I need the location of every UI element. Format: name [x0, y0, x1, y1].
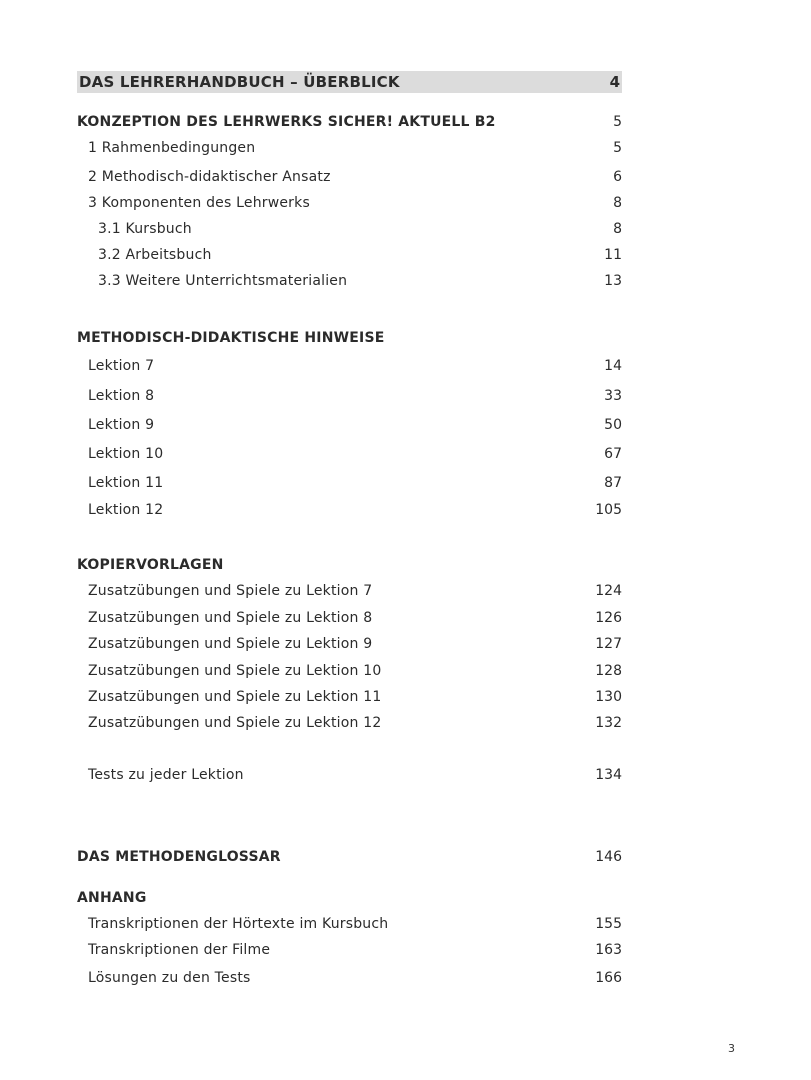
item-page: 127 [595, 636, 622, 652]
section-page: 146 [595, 849, 622, 865]
item-page: 13 [604, 273, 622, 289]
toc-item[interactable] [77, 764, 622, 786]
item-page: 128 [595, 663, 622, 679]
toc-item[interactable] [77, 633, 622, 655]
item-page: 134 [595, 767, 622, 783]
toc-heading-kopiervorlagen[interactable] [77, 554, 622, 576]
item-title: 3.3 Weitere Unterrichtsmaterialien [98, 273, 348, 289]
item-title: Lektion 9 [88, 417, 155, 433]
section-title: ANHANG [77, 890, 147, 906]
item-title: Zusatzübungen und Spiele zu Lektion 12 [88, 715, 382, 731]
toc-item[interactable] [77, 472, 622, 494]
item-page: 67 [604, 446, 622, 462]
item-title: Lektion 7 [88, 358, 155, 374]
item-page: 124 [595, 583, 622, 599]
toc-item[interactable] [77, 355, 622, 377]
toc-overview-page: 4 [609, 73, 620, 91]
item-page: 8 [613, 221, 622, 237]
toc-item[interactable] [77, 607, 622, 629]
item-title: Zusatzübungen und Spiele zu Lektion 8 [88, 610, 373, 626]
item-title: Transkriptionen der Filme [88, 942, 271, 958]
section-title: METHODISCH-DIDAKTISCHE HINWEISE [77, 330, 385, 346]
item-page: 33 [604, 388, 622, 404]
item-page: 126 [595, 610, 622, 626]
item-title: 1 Rahmenbedingungen [88, 140, 256, 156]
toc-overview-title: DAS LEHRERHANDBUCH – ÜBERBLICK [79, 73, 400, 91]
item-page: 130 [595, 689, 622, 705]
toc-heading-anhang[interactable] [77, 887, 622, 909]
item-page: 166 [595, 970, 622, 986]
item-title: Zusatzübungen und Spiele zu Lektion 10 [88, 663, 382, 679]
toc-heading-konzeption[interactable] [77, 111, 622, 133]
item-title: Lektion 12 [88, 502, 164, 518]
item-title: Lösungen zu den Tests [88, 970, 251, 986]
toc-item[interactable] [77, 443, 622, 465]
item-title: Transkriptionen der Hörtexte im Kursbuch [88, 916, 389, 932]
item-page: 105 [595, 502, 622, 518]
toc-overview-banner[interactable] [77, 71, 622, 93]
item-page: 8 [613, 195, 622, 211]
item-title: Zusatzübungen und Spiele zu Lektion 7 [88, 583, 373, 599]
item-page: 6 [613, 169, 622, 185]
toc-item[interactable] [77, 712, 622, 734]
item-title: Lektion 8 [88, 388, 155, 404]
item-page: 14 [604, 358, 622, 374]
item-page: 155 [595, 916, 622, 932]
toc-item[interactable] [77, 192, 622, 214]
toc-item[interactable] [77, 414, 622, 436]
toc-item[interactable] [77, 137, 622, 159]
item-page: 163 [595, 942, 622, 958]
toc-item[interactable] [77, 385, 622, 407]
section-title: KOPIERVORLAGEN [77, 557, 224, 573]
toc-item[interactable] [77, 218, 622, 240]
toc-item[interactable] [77, 244, 622, 266]
toc-item[interactable] [77, 499, 622, 521]
item-page: 50 [604, 417, 622, 433]
item-title: Lektion 11 [88, 475, 164, 491]
item-title: Zusatzübungen und Spiele zu Lektion 9 [88, 636, 373, 652]
toc-item[interactable] [77, 939, 622, 961]
item-page: 5 [613, 140, 622, 156]
section-title: DAS METHODENGLOSSAR [77, 849, 281, 865]
toc-item[interactable] [77, 967, 622, 989]
item-page: 11 [604, 247, 622, 263]
toc-item[interactable] [77, 580, 622, 602]
item-title: Lektion 10 [88, 446, 164, 462]
section-title: KONZEPTION DES LEHRWERKS SICHER! AKTUELL B2 [77, 114, 496, 130]
toc-item[interactable] [77, 660, 622, 682]
item-title: 3.2 Arbeitsbuch [98, 247, 212, 263]
item-title: 2 Methodisch-didaktischer Ansatz [88, 169, 331, 185]
item-page: 132 [595, 715, 622, 731]
page-number: 3 [728, 1042, 735, 1055]
toc-item[interactable] [77, 270, 622, 292]
toc-item[interactable] [77, 166, 622, 188]
section-page: 5 [613, 114, 622, 130]
toc-item[interactable] [77, 913, 622, 935]
item-title: Tests zu jeder Lektion [88, 767, 244, 783]
item-page: 87 [604, 475, 622, 491]
toc-heading-glossar[interactable] [77, 846, 622, 868]
item-title: 3.1 Kursbuch [98, 221, 192, 237]
item-title: Zusatzübungen und Spiele zu Lektion 11 [88, 689, 382, 705]
item-title: 3 Komponenten des Lehrwerks [88, 195, 310, 211]
toc-item[interactable] [77, 686, 622, 708]
toc-heading-hinweise[interactable] [77, 327, 622, 349]
